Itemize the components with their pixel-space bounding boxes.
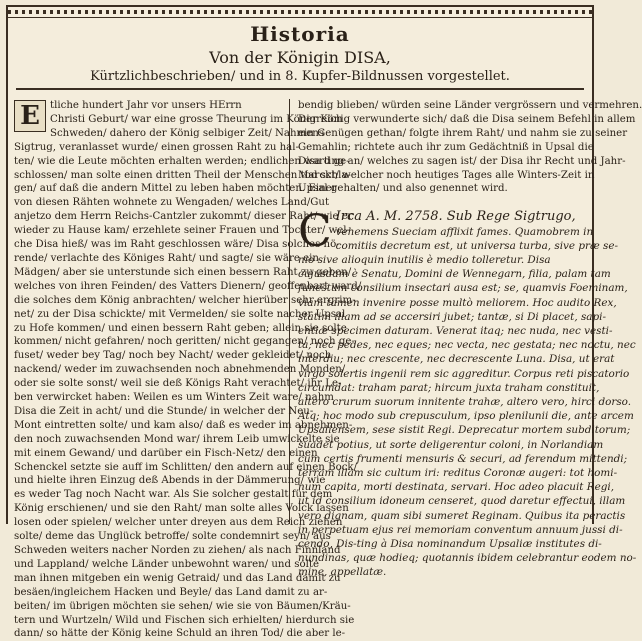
text-line: fuset/ weder bey Tag/ noch bey Nacht/ weder gekleidet/ noch: [14, 350, 332, 362]
document-description: Kürtzlichbeschrieben/ und in 8. Kupfer-Bildnussen vorgestellet.: [90, 69, 510, 84]
latin-text-line: suadet potius, ut sorte deligerentur coloni, in Norlandiam: [298, 438, 604, 451]
text-line: bendig blieben/ würden seine Länder vergrössern und vermehren.: [298, 100, 642, 111]
right-text-column: [290, 99, 642, 579]
text-line: tliche hundert Jahr vor unsers HErrn: [50, 100, 242, 111]
latin-heading: Irca A. M. 2758. Sub Rege Sigtrugo,: [335, 209, 576, 225]
header-rule: [16, 88, 584, 90]
text-line: schlossen/ man solte einen dritten Theil der Menschen tod schla-: [14, 169, 351, 181]
text-line: net/ zu der Disa schickte/ mit Vermelden/ sie solte nacher Upsal: [14, 308, 346, 320]
text-line: Christi Geburt/ war eine grosse Theurung im Königreich: [50, 113, 343, 125]
text-line: man ihnen mitgeben ein wenig Getraid/ und das Land damit zu: [14, 572, 341, 584]
latin-text-line: cendo, Dis-ting à Disa nominandum Upsaliæ institutes di-: [298, 538, 602, 551]
latin-text-line: virgo solertis ingenii rem sic aggreditur. Corpus reti piscatorio: [298, 367, 630, 380]
text-line: gen/ auf daß die andern Mittel zu leben haben möchten. Einer: [14, 183, 337, 195]
latin-text-line: Atq; hoc modo sub crepusculum, ipso plenilunii die, ante arcem: [298, 410, 634, 423]
text-line: mit einem Gewand/ und darüber ein Fisch-Netz/ den einen: [14, 447, 318, 459]
text-line: besäen/ingleichem Hacken und Beyle/ das Land damit zu ar-: [14, 586, 328, 598]
latin-text-line: ta; nec pedes, nec eques; nec vecta, nec gestata; nec noctu, nec: [298, 339, 636, 352]
latin-text-line: cum certis frumenti mensuris & securi, ad ferendum mittendi;: [298, 452, 628, 465]
latin-text-line: entiæ specimen daturam. Venerat itaq; nec nuda, nec vesti-: [298, 324, 613, 337]
german-text-continuation: [298, 99, 642, 196]
latin-text-line: statim illam ad se accersiri jubet; tantæ, si Di placet, sapi-: [298, 310, 606, 323]
latin-text-line: mine, appellatæ.: [298, 566, 387, 579]
document-title: Historia: [250, 22, 350, 46]
latin-text-line: num capita, morti destinata, servari. Hoc adeo placuit Regi,: [298, 481, 615, 494]
latin-text-line: viam tamen invenire posse multò meliorem. Hoc audito Rex,: [298, 296, 617, 309]
latin-text-line: interdiu; nec crescente, nec decrescente Luna. Disa, ut erat: [298, 353, 615, 366]
latin-text-line: nundinas, quæ hodieq; quotannis ibidem celebrantur eodem no-: [298, 552, 637, 565]
latin-text-line: terram illam sic cultum iri: reditus Coronæ augeri: tot homi-: [298, 467, 618, 479]
latin-text-line: funestum consilium insectari ausa est; se, quamvis Foeminam,: [298, 282, 628, 295]
text-line: den noch zuwachsenden Mond war/ ihrem Leib umwickelte sie: [14, 433, 340, 445]
text-line: die solches dem König anbrachten/ welcher hierüber sehr ergrim-: [14, 294, 356, 306]
text-line: oder sie solte sonst/ weil sie deß Königs Raht verachtet/ ihr Le-: [14, 378, 342, 390]
latin-drop-cap: C: [298, 206, 332, 258]
latin-text-line: vehemens Sueciam afflixit fames. Quamobrem in: [335, 225, 594, 238]
text-line: ben verwircket haben: Weilen es um Winters Zeit ware/ nahm: [14, 392, 334, 404]
text-line: Upsal gehalten/ und also genennet wird.: [298, 183, 508, 195]
document-subtitle: Von der Königin DISA,: [209, 48, 391, 67]
text-line: König erschienen/ und sie den Raht/ man solte alles Volck lassen: [14, 503, 349, 515]
text-line: Disa die Zeit in acht/ und die Stunde/ in welcher der Neu-: [14, 405, 314, 417]
text-line: beiten/ im übrigen möchten sie sehen/ wie sie von Bäumen/Kräu-: [14, 600, 351, 612]
text-line: kommen/ nicht gefahren/ noch geritten/ nicht gegangen/ noch ge-: [14, 336, 355, 348]
text-line: nackend/ weder im zuwachsenden noch abnehmenden Monden/: [14, 364, 346, 376]
top-ornament-border: [8, 7, 592, 18]
document-header: [8, 18, 592, 84]
text-line: zu Hofe kommen/ und einen bessern Raht geben; allein sie solte: [14, 322, 347, 334]
text-line: und hielte ihren Einzug deß Abends in der Dämmerung/ wie: [14, 475, 326, 487]
document-sheet: [6, 5, 642, 640]
text-line: Der König verwunderte sich/ daß die Disa seinem Befehl in allem: [298, 113, 636, 125]
latin-text-line: circumdat: traham parat; hircum juxta traham constituit,: [298, 381, 600, 394]
text-line: Mont eintretten solte/ und kam also/ daß es weder im abnehmen-: [14, 419, 353, 431]
text-line: Disa ting an/ welches zu sagen ist/ der Disa ihr Recht und Jahr-: [298, 155, 626, 167]
latin-text-line: comitiis decretum est, ut universa turba, sive præ se-: [335, 239, 619, 252]
text-line: solte/ deme das Unglück betroffe/ solte condemnirt seyn/ aus: [14, 531, 331, 543]
text-line: wieder zu Hause kam/ erzehlete seiner Frauen und Tochter/ wel-: [14, 225, 350, 237]
text-line: welches von ihren Feinden/ des Vatters Dienern/ geoffenbart ward/: [14, 280, 362, 292]
text-columns: [14, 99, 642, 640]
text-line: ein Genügen gethan/ folgte ihrem Raht/ und nahm sie zu seiner: [298, 127, 628, 139]
latin-text-line: cujusdam è Senatu, Domini de Wennegarn, filia, palam tam: [298, 268, 611, 281]
text-line: anjetzo dem Herrn Reichs-Cantzler zukommt/ dieser Raht/ wie er: [14, 211, 353, 223]
latin-text-line: vero dignam, quam sibi sumeret Reginam. Quibus ita peractis: [298, 509, 626, 522]
text-line: tern und Wurtzeln/ Wild und Fischen sich erhielten/ hierdurch sie: [14, 614, 355, 626]
text-line: rende/ verlachte des Königes Raht/ und sagte/ sie wäre ein: [14, 252, 319, 264]
text-line: Sigtrug, veranlasset wurde/ einen grossen Raht zu hal-: [14, 141, 299, 153]
latin-text-block: [298, 206, 642, 579]
latin-text-line: altero crurum suorum innitente trahæ, altero vero, hirci dorso.: [298, 395, 632, 408]
text-line: Schweden weiters nacher Norden zu ziehen/ als nach Finnland: [14, 545, 341, 556]
latin-text-line: nio sive alioquin inutilis è medio tolleretur. Disa: [298, 253, 551, 266]
text-line: losen oder spielen/ welcher unter dreyen aus dem Reich ziehen: [14, 517, 343, 529]
text-line: Schenckel setzte sie auff im Schlitten/ den andern auf einen Bock/: [14, 461, 358, 473]
text-line: Schweden/ dahero der König selbiger Zeit/ Nahmens: [50, 127, 325, 139]
latin-text-line: Upsaliensem, sese sistit Regi. Deprecatur mortem subditorum;: [298, 424, 631, 437]
text-line: es weder Tag noch Nacht war. Als Sie solcher gestalt für dem: [14, 489, 333, 501]
text-line: ten/ wie die Leute möchten erhalten werden; endlichen ward ge-: [14, 155, 350, 167]
text-line: Gemahlin; richtete auch ihr zum Gedächtniß in Upsal die: [298, 141, 594, 153]
text-line: Marckt/ welcher noch heutiges Tages alle Winters-Zeit in: [298, 169, 595, 181]
text-line: dann/ so hätte der König keine Schuld an ihren Tod/ die aber le-: [14, 628, 346, 640]
latin-text-line: in perpetuam ejus rei memoriam conventum annuum jussi di-: [298, 523, 623, 536]
latin-text-line: ut id consilium idoneum censeret, quod daretur effectui, illam: [298, 495, 626, 508]
text-line: Mädgen/ aber sie unterstunde sich einen bessern Raht zu geben/: [14, 266, 352, 278]
text-line: che Disa hieß/ was im Raht geschlossen wäre/ Disa solches hö-: [14, 239, 340, 251]
text-line: und Lappland/ welche Länder unbewohnt waren/ und solte: [14, 558, 319, 570]
drop-cap: E: [14, 100, 46, 132]
text-line: von diesen Rähten wohnete zu Wengaden/ welches Land/Gut: [14, 197, 330, 209]
